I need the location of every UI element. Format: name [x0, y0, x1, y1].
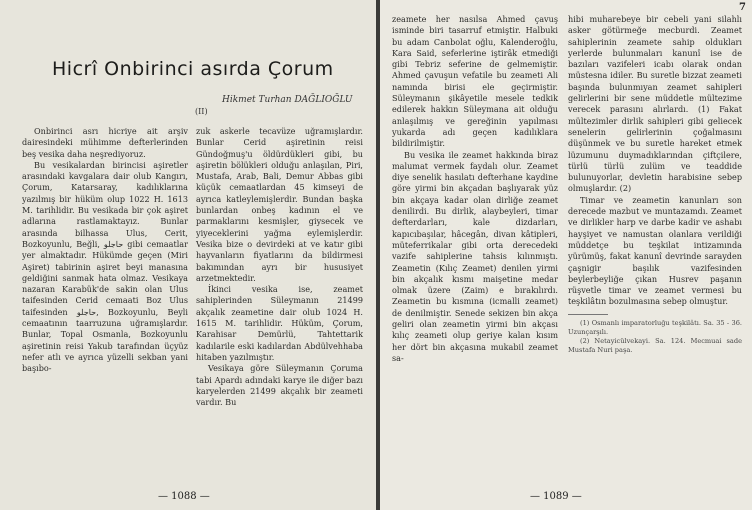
footnote-rule	[568, 314, 608, 315]
right-column-2	[568, 14, 742, 355]
paragraph: İkinci vesika ise, zeamet sahiplerinden Süleymanın 21499 akçalık zeametine dair olub 1024 H. 1615 M. tarihlidir. Hüküm, Çorum, Karahisar Demürlü, Tahtettarik kadılarile eski kadılardan Abdülvehhaba hitaben yazılmıştır.	[196, 284, 363, 362]
paragraph: zeamete her nasılsa Ahmed çavuş isminde biri tasarruf etmiştir. Halbuki bu adam Canbolat oğlu, Kalenderoğlu, Kara Said, seferlerine iştirâk etmediği gibi Tebriz seferine de gelmemiştir. Ahmed çavuşun vefatile bu zeameti Ali namında birisi ele geçirmiştir. Süleymanın şikâyetile mesele tedkik edilerek hakkın Süleymana ait olduğu anlaşılmış ve gereğinin yapılması yukarda adı geçen kadılıklara bildirilmiştir.	[392, 14, 558, 149]
paragraph: Bu vesika ile zeamet hakkında biraz malumat vermek faydalı olur. Zeamet diye senelik hasılatı defterhane kaydine göre yirmi bin akçadan başlıyarak yüz bin akçaya kadar olan dirliğe zeamet denilirdi. Bu dirlik, alaybeyleri, timar defterdarları, kale dizdarları, kapıcıbaşılar, hâcegân, divan kâtipleri, müteferrikalar gibi orta derecedeki vazife sahiplerine tahsis kılınmıştı. Zeametin (Kılıç Zeamet) denilen yirmi bin akçalık kısmı maişetine medar olmak üzere (Zaim) e bırakılırdı. Zeametin bu kısmına (icmalli zeamet) de denilmiştir. Senede sekizen bin akça geliri olan zeametin yirmi bin akçası kılıç zeameti olup geriye kalan kısım her dört bin akçasına mukabil zeamet sa-	[392, 149, 558, 363]
footnote: (1) Osmanlı imparatorluğu teşkilâtı. Sa. 35 - 36. Uzunçarşılı.	[568, 318, 742, 336]
article-part-number: (II)	[195, 107, 208, 116]
footnote: (2) Netayicülvekayi. Sa. 124. Mecmuai sade Mustafa Nuri paşa.	[568, 336, 742, 354]
paragraph: Vesikaya göre Süleymanın Çoruma tabi Apardı adındaki karye ile diğer bazı karyelerden 21499 akçalık bir zeameti vardır. Bu	[196, 363, 363, 408]
article-title: Hicrî Onbirinci asırda Çorum	[52, 58, 334, 80]
paragraph: Onbirinci asrı hicriye ait arşiv dairesindeki mühimme defterlerinden beş vesika daha neşrediyoruz.	[22, 126, 188, 159]
paragraph: Timar ve zeametin kanunları son derecede mazbut ve muntazamdı. Zeamet ve dirlikler harp ve darbe kadir ve ashabı hayşiyet ve namustan olanlara verildiği müddetçe bu teşkilat intizamında yürümüş, fakat kanunî devrinde sarayden çaşnigir başılık vazifesinden beylerbeyliğe çıkan Husrev paşanın rüşvetle timar ve zeamet vermesi bu teşkilâtın bozulmasına sebep olmuştur.	[568, 194, 742, 307]
right-column-1	[392, 14, 558, 364]
paragraph: hibi muharebeye bir cebeli yani silahlı asker götürmeğe mecburdi. Zeamet sahiplerinin zeamete sahip oldukları yerlerde bulunmaları kanunî ise de bazıları vazifeleri icabı olarak ondan müstesna idiler. Bu suretle bizzat zeameti başında bulunmıyan zeamet sahipleri gelirlerini bir sene müddetle mültezime verecek parasını alırlardı. (1) Fakat mültezimler dirlik sahipleri gibi geliecek senelerin gelirlerinin çoğalmasını düşünmek ve bu suretle hareket etmek lüzumunu duymadıklarından çiftçilere, türlü türlü zulüm ve teaddide bulunuyorlar, devletin harabisine sebep olmuşlardır. (2)	[568, 14, 742, 194]
right-page-number: — 1089 —	[530, 491, 582, 502]
left-column-2	[196, 126, 363, 408]
article-author: Hikmet Turhan DAĞLIOĞLU	[222, 95, 353, 105]
right-page	[380, 0, 752, 510]
paragraph: zuk askerle tecavüze uğramışlardır. Bunlar Cerid aşiretinin reisi Gündoğmuş'u öldürdükleri gibi, bu aşiretin bölükleri olduğu anlaşılan, Piri, Mustafa, Arab, Bali, Demur Abbas gibi küçük cemaatlardan 45 kimseyi de ayrıca katleylemişlerdir. Bundan başka bunlardan onbeş kadının el ve parmaklarını kesmişler, giysecek ve yiyeceklerini yağma eylemişlerdir. Vesika bize o devirdeki at ve katır gibi hayvanların fiyatlarını da bildirmesi bakımından ayrı bir hususiyet arzetmektedir.	[196, 126, 363, 283]
left-page-number: — 1088 —	[158, 491, 210, 502]
paragraph: Bu vesikalardan birincisi aşiretler arasındaki kavgalara dair olub Kangırı, Çorum, Katarsaray, kadılıklarına yazılmış bir hüküm olup 1022 H. 1613 M. tarihlidir. Bu vesikada bir çok aşiret adlarına rastlamaktayız. Bunlar arasında bilhassa Ulus, Cerit, Bozkoyunlu, Beğli, حاجلو gibi cemaatlar yer almaktadır. Hükümde geçen (Miri Aşiret) tabirinin aşiret beyi manasına geldiğini sanmak hata olmaz. Vesikaya nazaran Karabük'de sakin olan Ulus taifesinden Cerid cemaati Boz Ulus taifesinden حاجلو, Bozkoyunlu, Beyli cemaatının taarruzuna uğramışlardır. Bunlar, Topal Osmanla, Bozkoyunlu aşiretinin reisi Yakub tarafından üçyüz nefer atlı ve ayrıca yüzelli sekban yani başıbo-	[22, 159, 188, 374]
corner-number: 7	[739, 2, 746, 13]
left-column-1	[22, 126, 188, 375]
